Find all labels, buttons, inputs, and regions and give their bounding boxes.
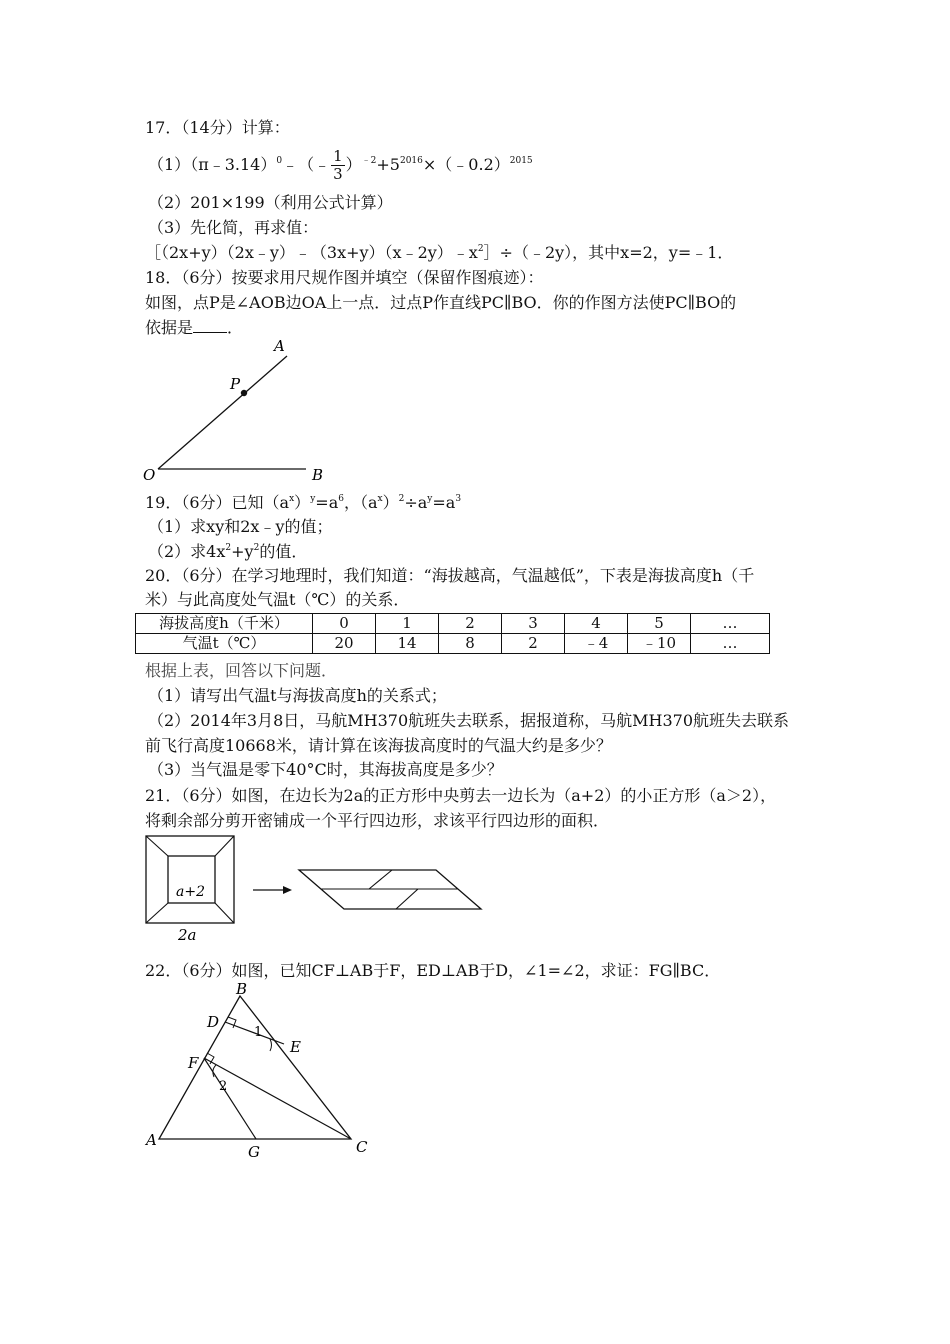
table-cell: ﹣4: [565, 634, 628, 654]
q18-header: 18．（6分）按要求用尺规作图并填空（保留作图痕迹）：: [145, 268, 544, 287]
q17-part2: （2）201×199（利用公式计算）: [148, 193, 393, 212]
label-A: A: [146, 1131, 157, 1149]
q19-part2: （2）求$4x^2+y^2$的值．: [148, 542, 308, 561]
label-G: G: [248, 1143, 260, 1161]
label-2a: 2a: [178, 926, 197, 944]
table-cell: 20: [313, 634, 376, 654]
q20-line2: 米）与此高度处气温t（℃）的关系．: [145, 590, 410, 609]
table-cell: 气温t（℃）: [136, 634, 313, 654]
label-O: O: [143, 466, 156, 484]
q18-line2: 依据是 ．: [145, 318, 244, 337]
label-B: B: [236, 980, 248, 998]
q19-header: 19．（6分）已知$(a^x)^y=a^6$，$(a^x)^2\div a^y=a^3$: [145, 493, 462, 512]
table-cell: 14: [376, 634, 439, 654]
label-F: F: [188, 1054, 199, 1072]
table-cell: 8: [439, 634, 502, 654]
table-cell: ﹣10: [628, 634, 691, 654]
label-angle-2: 2: [219, 1079, 228, 1094]
fraction-one-third: $\frac{1}{3}$: [333, 147, 343, 183]
table-cell: 海拔高度h（千米）: [136, 614, 313, 634]
table-cell: 3: [502, 614, 565, 634]
q21-line2: 将剩余部分剪开密铺成一个平行四边形，求该平行四边形的面积．: [145, 811, 610, 830]
label-a-plus-2: a+2: [176, 884, 205, 900]
q17-part3-expression: $[(2x+y)(2x﹣y)﹣(3x+y)(x﹣2y)﹣x^2]\div(﹣2y)$，其中x=2，y=﹣1．: [145, 243, 734, 262]
label-B: B: [312, 466, 324, 484]
table-cell: 1: [376, 614, 439, 634]
table-cell: 5: [628, 614, 691, 634]
q22-line1: 22．（6分）如图，已知CF⊥AB于F，ED⊥AB于D，∠1=∠2，求证：FG∥BC．: [145, 961, 721, 980]
label-E: E: [290, 1038, 301, 1056]
q18-line1: 如图，点P是∠AOB边OA上一点．过点P作直线PC∥BO．你的作图方法使PC∥BO的: [145, 293, 737, 312]
q17-part3: （3）先化简，再求值：: [148, 218, 319, 237]
q20-after-table: 根据上表，回答以下问题．: [145, 661, 338, 680]
table-cell: 4: [565, 614, 628, 634]
label-P: P: [230, 375, 241, 393]
q20-line1: 20．（6分）在学习地理时，我们知道：“海拔越高，气温越低”，下表是海拔高度h（千: [145, 566, 755, 585]
q21-line1: 21．（6分）如图，在边长为2a的正方形中央剪去一边长为（a+2）的小正方形（a＞2），: [145, 786, 777, 805]
table-cell: …: [691, 634, 770, 654]
q20-part3: （3）当气温是零下40°C时，其海拔高度是多少？: [148, 760, 503, 779]
q20-part1: （1）请写出气温t与海拔高度h的关系式；: [148, 686, 447, 705]
table-cell: 2: [502, 634, 565, 654]
label-angle-1: 1: [254, 1025, 263, 1040]
label-A: A: [274, 337, 285, 355]
q20-part2a: （2）2014年3月8日，马航MH370航班失去联系，据报道称，马航MH370航班失去联系: [148, 711, 790, 730]
table-cell: 2: [439, 614, 502, 634]
q17-part1: （1）（π﹣3.14）$^0$﹣（﹣ $\frac{1}{3}$ ）$^{﹣2}+5^{2016}\times(﹣0.2)^{2015}$: [148, 147, 533, 183]
label-D: D: [207, 1013, 220, 1031]
table-cell: 0: [313, 614, 376, 634]
q20-part2b: 前飞行高度10668米，请计算在该海拔高度时的气温大约是多少？: [145, 736, 612, 755]
table-cell: …: [691, 614, 770, 634]
q19-part1: （1）求xy和2x﹣y的值；: [148, 517, 333, 536]
q17-header: 17．（14分）计算：: [145, 118, 290, 137]
label-C: C: [356, 1138, 368, 1156]
